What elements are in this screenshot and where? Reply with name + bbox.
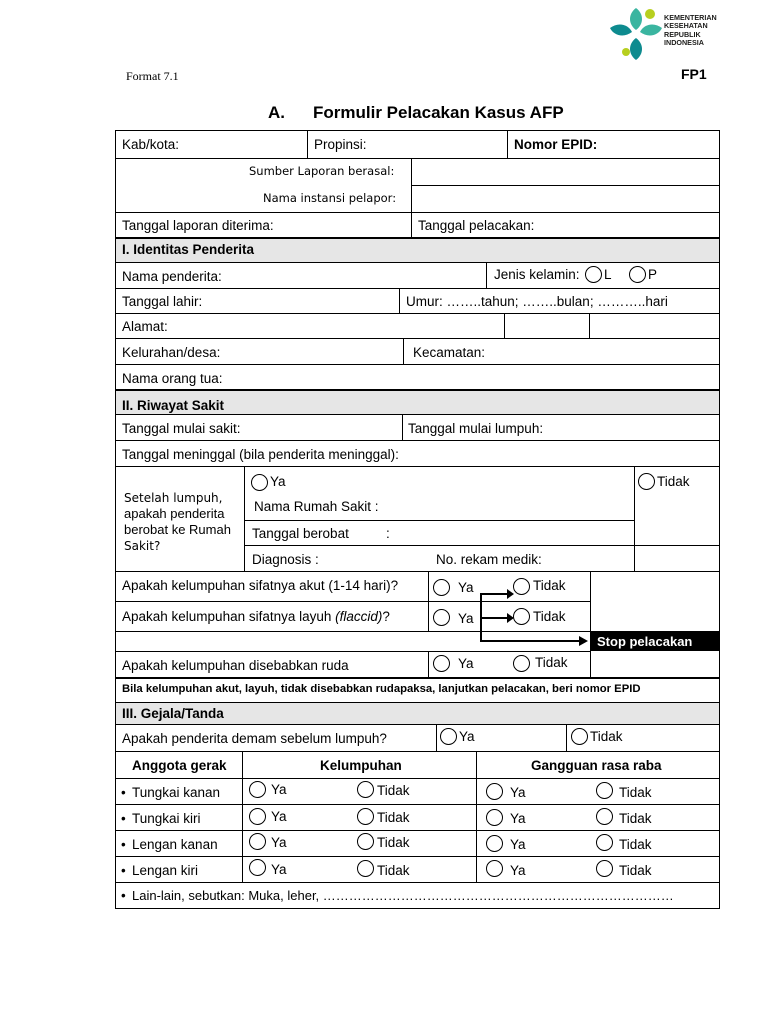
rasa-tidak-radio[interactable] [596,782,613,799]
tidak-label: Tidak [619,785,652,800]
rasa-tidak-radio[interactable] [596,808,613,825]
rule [115,130,720,131]
form-code: FP1 [681,66,707,82]
tidak-label: Tidak [619,811,652,826]
form-border-right [719,130,720,909]
kemenkes-logo [606,6,666,62]
rule [115,778,720,779]
rs-tidak-label: Tidak [657,474,690,489]
ruda-ya-label: Ya [458,656,474,671]
bullet: • [121,863,126,878]
ruda-tidak-label: Tidak [535,655,568,670]
ministry-name: KEMENTERIAN KESEHATAN REPUBLIK INDONESIA [664,13,717,48]
rasa-tidak-radio[interactable] [596,834,613,851]
rule [115,262,720,263]
rule [115,804,720,805]
bullet: • [121,837,126,852]
divider [589,313,590,338]
stop-pelacakan-label: Stop pelacakan [597,634,693,649]
akut-tidak-label: Tidak [533,578,566,593]
demam-tidak-radio[interactable] [571,728,588,745]
layuh-tidak-radio[interactable] [513,608,530,625]
ya-label: Ya [271,862,287,877]
divider [486,262,487,288]
rule [115,856,720,857]
section-gejala-heading: III. Gejala/Tanda [122,706,224,721]
rule [411,185,720,186]
akut-question: Apakah kelumpuhan sifatnya akut (1-14 hari)? [122,578,399,593]
ya-label: Ya [271,809,287,824]
kelumpuhan-ya-radio[interactable] [249,781,266,798]
tidak-label: Tidak [377,783,410,798]
col-gangguan-rasa-raba: Gangguan rasa raba [531,758,662,773]
rasa-ya-radio[interactable] [486,783,503,800]
rasa-tidak-radio[interactable] [596,860,613,877]
layuh-question: Apakah kelumpuhan sifatnya layuh (flaccid)? [122,609,390,624]
rule [115,414,720,415]
mulai-lumpuh-label: Tanggal mulai lumpuh: [408,421,544,436]
rule [244,520,634,521]
logo-leaves [610,8,662,60]
divider [402,414,403,440]
limb-label: Tungkai kiri [132,811,201,826]
kelumpuhan-tidak-radio[interactable] [357,781,374,798]
tanggal-pelacakan-label: Tanggal pelacakan: [418,218,535,233]
rule [115,908,720,909]
rasa-ya-radio[interactable] [486,835,503,852]
rule [115,313,720,314]
form-border-left [115,130,116,909]
tidak-label: Tidak [377,835,410,850]
nama-rs-label: Nama Rumah Sakit : [254,499,379,514]
rule [115,158,720,159]
kelumpuhan-tidak-radio[interactable] [357,833,374,850]
rule [115,724,720,725]
flow-line-layuh [480,617,508,619]
rs-tidak-radio[interactable] [638,473,655,490]
kelumpuhan-ya-radio[interactable] [249,859,266,876]
tidak-label: Tidak [619,837,652,852]
ya-label: Ya [271,782,287,797]
meninggal-label: Tanggal meninggal (bila penderita meninggal): [122,447,399,462]
epid-note: Bila kelumpuhan akut, layuh, tidak disebabkan rudapaksa, lanjutkan pelacakan, beri nomor EPID [122,683,641,695]
kelumpuhan-tidak-radio[interactable] [357,808,374,825]
sex-l-radio[interactable] [585,266,602,283]
flow-line-akut [480,593,508,595]
divider [507,130,508,158]
akut-ya-radio[interactable] [433,579,450,596]
kelurahan-label: Kelurahan/desa: [122,345,221,360]
rule [115,631,720,632]
ruda-tidak-radio[interactable] [513,655,530,672]
divider [436,724,437,751]
demam-tidak-label: Tidak [590,729,623,744]
rekam-medik-label: No. rekam medik: [436,552,542,567]
rule [115,440,720,441]
propinsi-label: Propinsi: [314,137,367,152]
akut-ya-label: Ya [458,580,474,595]
diagnosis-label: Diagnosis : [252,552,319,567]
kelumpuhan-ya-radio[interactable] [249,808,266,825]
stop-arrow-icon [579,636,588,646]
demam-ya-radio[interactable] [440,728,457,745]
rule [115,882,720,883]
rule [115,571,720,572]
rs-question: Setelah lumpuh, apakah penderita berobat ke Rumah Sakit? [124,491,231,553]
divider [244,466,245,571]
rule [115,702,720,703]
rule [115,288,720,289]
rule [115,338,720,339]
demam-question: Apakah penderita demam sebelum lumpuh? [122,731,387,746]
limb-label: Tungkai kanan [132,785,221,800]
rs-ya-label: Ya [270,474,286,489]
section-riwayat-heading: II. Riwayat Sakit [122,398,225,413]
page-title: A. Formulir Pelacakan Kasus AFP [268,103,564,122]
kab-kota-label: Kab/kota: [122,137,180,152]
divider [590,651,591,677]
rule [115,677,720,679]
umur-label: Umur: ……..tahun; ……..bulan; ………..hari [406,294,668,309]
alamat-label: Alamat: [122,319,168,334]
instansi-pelapor-label: Nama instansi pelapor: [263,191,397,205]
limb-label: Lengan kiri [132,863,199,878]
sumber-laporan-label: Sumber Laporan berasal: [249,164,395,178]
lain-lain-label: Lain-lain, sebutkan: Muka, leher, ……………………………………………………………………… [132,888,674,903]
divider [403,338,404,364]
ya-label: Ya [510,837,526,852]
rule [115,830,720,831]
limb-label: Lengan kanan [132,837,218,852]
flow-line-stop [480,640,580,642]
tidak-label: Tidak [377,863,410,878]
sex-p-radio[interactable] [629,266,646,283]
rule [115,466,720,467]
nama-penderita-label: Nama penderita: [122,269,222,284]
jenis-kelamin-label: Jenis kelamin: [494,267,580,282]
tanggal-berobat-label: Tanggal berobat [252,526,349,541]
divider [411,158,412,238]
rasa-ya-radio[interactable] [486,809,503,826]
ruda-ya-radio[interactable] [433,655,450,672]
tanggal-lahir-label: Tanggal lahir: [122,294,203,309]
divider [504,313,505,338]
divider [428,651,429,677]
ya-label: Ya [510,863,526,878]
demam-ya-label: Ya [459,729,475,744]
tanggal-berobat-colon: : [386,526,390,541]
divider [428,571,429,631]
ya-label: Ya [271,835,287,850]
divider [399,288,400,313]
divider [476,751,477,882]
ya-label: Ya [510,785,526,800]
rule [115,601,591,602]
tidak-label: Tidak [619,863,652,878]
kecamatan-label: Kecamatan: [413,345,486,360]
divider [590,571,591,631]
bullet: • [121,888,126,903]
divider [634,466,635,571]
rasa-ya-radio[interactable] [486,860,503,877]
section-identitas-heading: I. Identitas Penderita [122,242,255,257]
flow-arrow-icon [507,589,514,599]
rule [115,364,720,365]
layuh-tidak-label: Tidak [533,609,566,624]
rule [244,545,720,546]
tanggal-laporan-label: Tanggal laporan diterima: [122,218,274,233]
bullet: • [121,785,126,800]
rule [115,751,720,752]
akut-tidak-radio[interactable] [513,578,530,595]
nomor-epid-label: Nomor EPID: [514,137,598,152]
format-number: Format 7.1 [126,69,179,83]
ruda-question: Apakah kelumpuhan disebabkan ruda [122,658,349,673]
rule [115,389,720,391]
col-kelumpuhan: Kelumpuhan [320,758,402,773]
kelumpuhan-tidak-radio[interactable] [357,860,374,877]
mulai-sakit-label: Tanggal mulai sakit: [122,421,241,436]
ya-label: Ya [510,811,526,826]
divider [242,751,243,882]
divider [566,724,567,751]
layuh-ya-label: Ya [458,611,474,626]
sex-l-label: L [604,267,612,282]
tidak-label: Tidak [377,810,410,825]
rule [115,237,720,239]
divider [307,130,308,158]
rule [115,651,591,652]
bullet: • [121,811,126,826]
col-anggota-gerak: Anggota gerak [132,758,227,773]
sex-p-label: P [648,267,658,282]
orang-tua-label: Nama orang tua: [122,371,223,386]
kelumpuhan-ya-radio[interactable] [249,833,266,850]
rs-ya-radio[interactable] [251,474,268,491]
layuh-ya-radio[interactable] [433,609,450,626]
rule [115,212,720,213]
